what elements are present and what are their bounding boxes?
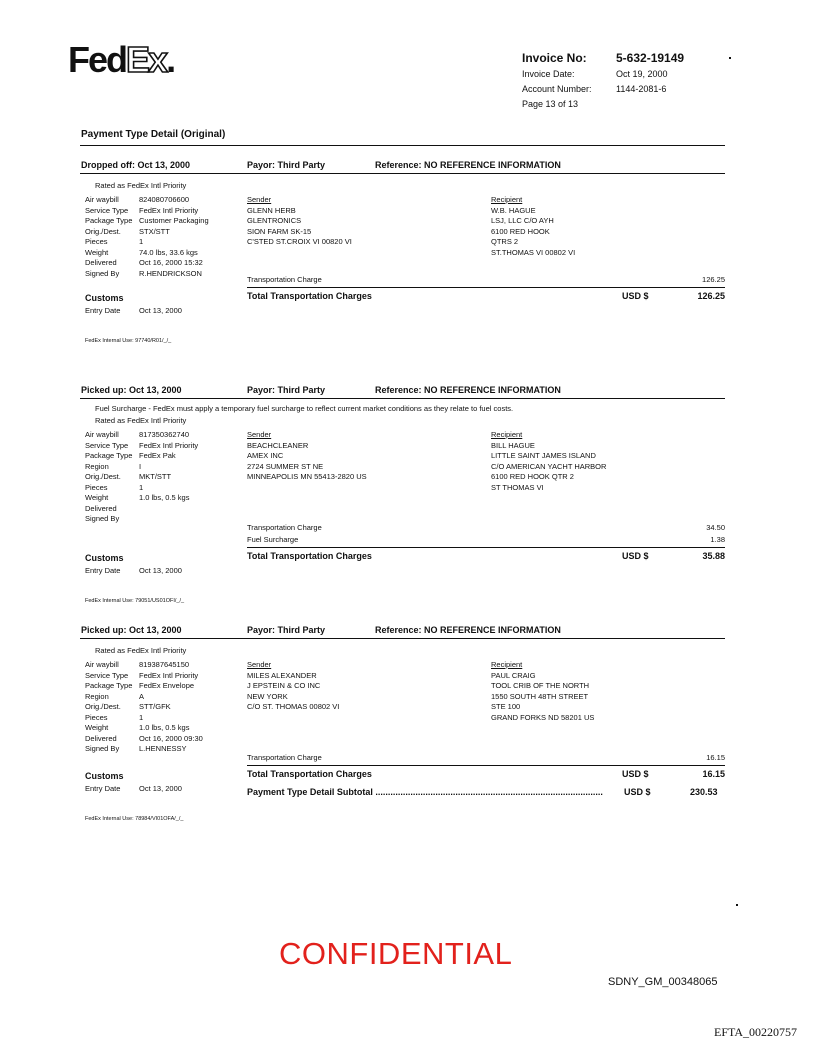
efta-number: EFTA_00220757 [714,1025,798,1039]
detail-value: 74.0 lbs, 33.6 kgs [139,247,198,257]
detail-key: Pieces [85,237,108,246]
sender-line: NEW YORK [247,691,288,701]
entry-date-label: Entry Date [85,306,121,315]
invoice-values [616,51,684,97]
shipment-details [85,660,203,755]
detail-row [85,504,198,515]
page-number: Page 13 of 13 [522,99,579,109]
detail-row [85,430,198,441]
detail-key: Delivered [85,258,117,267]
recipient-line: GRAND FORKS ND 58201 US [491,712,595,722]
sender-line: MILES ALEXANDER [247,670,317,680]
detail-key: Signed By [85,268,120,278]
detail-value: 1 [139,712,144,722]
recipient-line: ST THOMAS VI [491,482,544,492]
sender-block [247,430,367,483]
detail-value: FedEx Intl Priority [139,440,199,450]
detail-key: Signed By [85,744,120,753]
recipient-line: LSJ, LLC C/O AYH [491,216,554,225]
detail-row [85,451,198,462]
detail-key: Air waybill [85,430,119,439]
charge-amount: 1.38 [710,535,725,544]
detail-key: Region [85,691,109,701]
sender-line: AMEX INC [247,451,284,460]
detail-row [85,671,203,682]
detail-key: Region [85,461,109,471]
total-currency: USD $ [622,291,649,301]
sender-line: MINNEAPOLIS MN 55413-2820 US [247,472,367,481]
entry-date-row [85,784,182,795]
shipment-status: Picked up: Oct 13, 2000 [81,625,182,635]
detail-key: Pieces [85,482,108,492]
shipment-payor: Payor: Third Party [247,160,326,170]
subtotal-currency: USD $ [624,787,651,797]
shipment-header-rule [80,173,725,174]
internal-use-code: FedEx Internal Use: 79051/US01OFI/_/_ [85,598,185,604]
account-number-label: Account Number: [522,84,592,94]
speck [736,904,738,906]
recipient-label: Recipient [491,660,523,669]
shipment-details [85,195,209,279]
recipient-line: TOOL CRIB OF THE NORTH [491,681,590,690]
sender-label: Sender [247,195,272,204]
sender-line: GLENTRONICS [247,216,302,225]
customs-label: Customs [85,293,124,303]
recipient-line: LITTLE SAINT JAMES ISLAND [491,451,596,460]
charge-amount: 16.15 [706,753,725,762]
bates-number: SDNY_GM_00348065 [608,976,718,988]
detail-value: 819387645150 [139,660,190,669]
detail-key: Delivered [85,503,117,513]
detail-key: Pieces [85,712,108,722]
recipient-line: 6100 RED HOOK QTR 2 [491,472,574,481]
sender-line: 2724 SUMMER ST NE [247,461,324,471]
detail-row [85,692,203,703]
total-label: Total Transportation Charges [247,291,372,301]
total-amount: 126.25 [697,291,725,301]
recipient-block [491,660,594,723]
recipient-line: BILL HAGUE [491,440,535,450]
detail-key: Weight [85,493,109,502]
section-title: Payment Type Detail (Original) [81,129,226,140]
detail-value: I [139,461,142,471]
recipient-line: C/O AMERICAN YACHT HARBOR [491,461,607,471]
charge-amount: 126.25 [702,275,725,284]
detail-key: Service Type [85,440,129,450]
detail-key: Weight [85,247,109,257]
total-label: Total Transportation Charges [247,769,372,779]
fedex-logo: FedEx. [68,39,175,80]
detail-row [85,462,198,473]
sender-line: C/O ST. THOMAS 00802 VI [247,702,340,711]
shipment-reference: Reference: NO REFERENCE INFORMATION [375,160,561,170]
detail-value: L.HENNESSY [139,744,187,753]
entry-date-value: Oct 13, 2000 [139,784,182,793]
total-currency: USD $ [622,551,649,561]
invoice-date-value: Oct 19, 2000 [616,69,668,79]
shipment-details [85,430,198,525]
detail-row [85,681,203,692]
detail-row [85,483,198,494]
detail-key: Orig./Dest. [85,472,121,481]
detail-row [85,493,198,504]
detail-key: Orig./Dest. [85,702,121,711]
sender-label: Sender [247,430,272,439]
detail-row [85,206,209,217]
detail-value: Oct 16, 2000 15:32 [139,258,203,267]
detail-row [85,248,209,259]
internal-use-code: FedEx Internal Use: 78984/VI01OFA/_/_ [85,816,184,822]
detail-key: Air waybill [85,660,119,669]
detail-value: 824080706600 [139,195,190,204]
charges-rule [247,547,725,548]
customs-label: Customs [85,553,124,563]
detail-value: R.HENDRICKSON [139,268,202,278]
detail-value: STX/STT [139,226,170,236]
entry-date-label: Entry Date [85,784,121,793]
detail-value: 1.0 lbs, 0.5 kgs [139,723,190,732]
fuel-surcharge-note: Fuel Surcharge - FedEx must apply a temporary fuel surcharge to reflect current market conditions as they relate to fuel costs. [95,404,514,413]
detail-row [85,441,198,452]
detail-value: Oct 16, 2000 09:30 [139,733,203,743]
detail-key: Signed By [85,514,120,523]
sender-line: GLENN HERB [247,205,296,215]
total-amount: 35.88 [702,551,725,561]
detail-value: A [139,691,145,701]
shipment-header-rule [80,638,725,639]
detail-row [85,269,209,280]
shipment-status: Picked up: Oct 13, 2000 [81,385,182,395]
sender-line: C'STED ST.CROIX VI 00820 VI [247,237,352,246]
detail-row [85,216,209,227]
detail-key: Service Type [85,205,129,215]
recipient-label: Recipient [491,430,523,439]
shipment-reference: Reference: NO REFERENCE INFORMATION [375,625,561,635]
shipment-payor: Payor: Third Party [247,385,326,395]
total-label: Total Transportation Charges [247,551,372,561]
detail-key: Service Type [85,670,129,680]
detail-key: Weight [85,723,109,732]
shipment-header-rule [80,398,725,399]
shipment-payor: Payor: Third Party [247,625,326,635]
recipient-block [491,430,606,493]
entry-date-row [85,566,182,577]
detail-value: FedEx Intl Priority [139,205,199,215]
sender-block [247,195,352,248]
speck [729,57,731,59]
recipient-line: 6100 RED HOOK [491,226,550,236]
entry-date-row [85,306,182,317]
total-currency: USD $ [622,769,649,779]
detail-row [85,734,203,745]
shipment-reference: Reference: NO REFERENCE INFORMATION [375,385,561,395]
rated-as: Rated as FedEx Intl Priority [95,416,187,425]
detail-key: Orig./Dest. [85,226,121,236]
detail-row [85,195,209,206]
charge-label: Fuel Surcharge [247,535,299,544]
detail-row [85,660,203,671]
detail-value: 1 [139,237,144,246]
recipient-line: STE 100 [491,702,521,711]
shipment-status: Dropped off: Oct 13, 2000 [81,160,191,170]
detail-value: MKT/STT [139,472,172,481]
detail-value: FedEx Intl Priority [139,670,199,680]
detail-value: FedEx Pak [139,451,176,460]
detail-key: Delivered [85,733,117,743]
sender-block [247,660,339,713]
subtotal-label: Payment Type Detail Subtotal ........................................................................................... [247,787,603,797]
charge-label: Transportation Charge [247,753,322,762]
sender-line: J EPSTEIN & CO INC [247,681,321,690]
confidential-stamp: CONFIDENTIAL [279,936,513,971]
detail-value: STT/GFK [139,702,171,711]
charge-label: Transportation Charge [247,523,322,532]
recipient-line: PAUL CRAIG [491,670,536,680]
detail-row [85,713,203,724]
entry-date-label: Entry Date [85,566,121,575]
sender-line: SION FARM SK-15 [247,226,312,236]
detail-value: 1 [139,482,144,492]
detail-value: 1.0 lbs, 0.5 kgs [139,493,190,502]
internal-use-code: FedEx Internal Use: 97740/R01/_/_ [85,338,172,344]
charge-amount: 34.50 [706,523,725,532]
detail-key: Package Type [85,216,133,225]
recipient-block [491,195,575,258]
detail-value: FedEx Envelope [139,681,195,690]
rated-as: Rated as FedEx Intl Priority [95,181,187,190]
detail-row [85,723,203,734]
detail-row [85,258,209,269]
invoice-no-label: Invoice No: [522,51,587,65]
sender-line: BEACHCLEANER [247,440,309,450]
entry-date-value: Oct 13, 2000 [139,306,182,315]
entry-date-value: Oct 13, 2000 [139,566,182,575]
subtotal-amount: 230.53 [690,787,718,797]
detail-row [85,472,198,483]
section-rule [80,145,725,146]
sender-label: Sender [247,660,272,669]
charge-label: Transportation Charge [247,275,322,284]
detail-row [85,514,198,525]
detail-row [85,702,203,713]
detail-key: Package Type [85,681,133,690]
recipient-line: 1550 SOUTH 48TH STREET [491,691,589,701]
detail-row [85,227,209,238]
invoice-no-value: 5-632-19149 [616,51,685,65]
charges-rule [247,765,725,766]
total-amount: 16.15 [702,769,725,779]
detail-key: Package Type [85,451,133,460]
invoice-date-label: Invoice Date: [522,69,575,79]
detail-value: 817350362740 [139,430,190,439]
charges-rule [247,287,725,288]
recipient-line: W.B. HAGUE [491,205,536,215]
detail-row [85,237,209,248]
invoice-labels [522,51,592,112]
customs-label: Customs [85,771,124,781]
detail-value: Customer Packaging [139,216,209,225]
recipient-label: Recipient [491,195,523,204]
rated-as: Rated as FedEx Intl Priority [95,646,187,655]
recipient-line: ST.THOMAS VI 00802 VI [491,247,576,257]
recipient-line: QTRS 2 [491,237,519,246]
account-number-value: 1144-2081-6 [616,84,667,94]
detail-row [85,744,203,755]
detail-key: Air waybill [85,195,119,204]
